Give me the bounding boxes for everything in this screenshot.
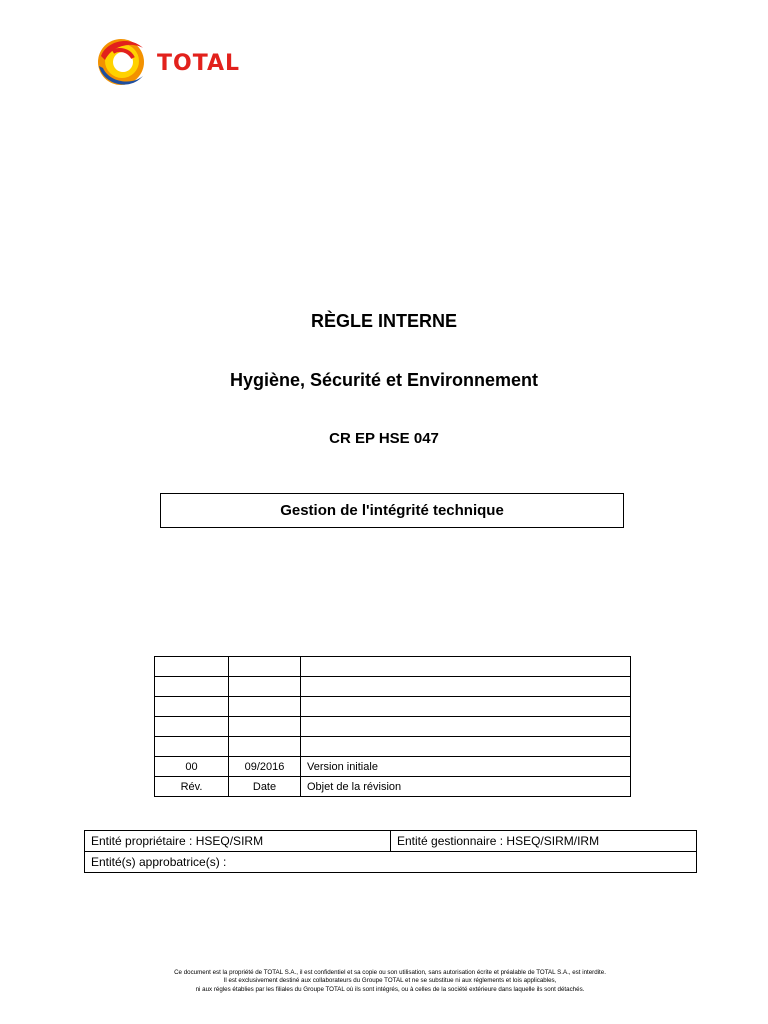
rev-header: Rév. <box>155 777 229 797</box>
rev-cell: 00 <box>155 757 229 777</box>
confidentiality-footer <box>90 969 690 994</box>
total-logo-icon <box>93 34 153 94</box>
date-cell <box>229 697 301 717</box>
document-type: RÈGLE INTERNE <box>310 311 457 331</box>
date-cell <box>229 717 301 737</box>
table-row <box>85 831 697 852</box>
table-row <box>155 757 631 777</box>
entities-table <box>84 830 697 873</box>
object-cell: Version initiale <box>301 757 631 777</box>
rev-cell <box>155 657 229 677</box>
date-cell: 09/2016 <box>229 757 301 777</box>
document-reference: CR EP HSE 047 <box>329 430 439 447</box>
object-cell <box>301 677 631 697</box>
document-domain: Hygiène, Sécurité et Environnement <box>229 370 539 390</box>
footer-line: ni aux régles établies par les filiales du Groupe TOTAL où ils sont intégrés, ou à celles de la société extérieure dans laquelle ils sont détachés. <box>195 985 585 993</box>
revision-table <box>154 656 631 797</box>
table-row <box>155 677 631 697</box>
footer-line: Il est exclusivement destiné aux collaborateurs du Groupe TOTAL et ne se substitue ni aux réglements et lois applicables, <box>223 977 557 985</box>
total-logo <box>93 34 273 94</box>
date-cell <box>229 737 301 757</box>
manager-entity: Entité gestionnaire : HSEQ/SIRM/IRM <box>391 831 697 852</box>
object-cell <box>301 697 631 717</box>
date-header: Date <box>229 777 301 797</box>
object-header: Objet de la révision <box>301 777 631 797</box>
document-subject-box <box>160 493 624 528</box>
object-cell <box>301 737 631 757</box>
logo-wordmark: TOTAL <box>157 51 241 76</box>
table-row <box>155 717 631 737</box>
owner-entity: Entité propriétaire : HSEQ/SIRM <box>85 831 391 852</box>
object-cell <box>301 717 631 737</box>
table-header-row <box>155 777 631 797</box>
rev-cell <box>155 677 229 697</box>
table-row <box>85 852 697 873</box>
date-cell <box>229 677 301 697</box>
document-subject: Gestion de l'intégrité technique <box>280 502 504 519</box>
rev-cell <box>155 717 229 737</box>
rev-cell <box>155 737 229 757</box>
footer-line: Ce document est la propriété de TOTAL S.A., il est confidentiel et sa copie ou son utilisation, sans autorisation écrite et préalable de TOTAL S.A., est interdite. <box>174 969 606 976</box>
table-row <box>155 657 631 677</box>
date-cell <box>229 657 301 677</box>
table-row <box>155 697 631 717</box>
object-cell <box>301 657 631 677</box>
rev-cell <box>155 697 229 717</box>
approver-entities: Entité(s) approbatrice(s) : <box>85 852 697 873</box>
table-row <box>155 737 631 757</box>
